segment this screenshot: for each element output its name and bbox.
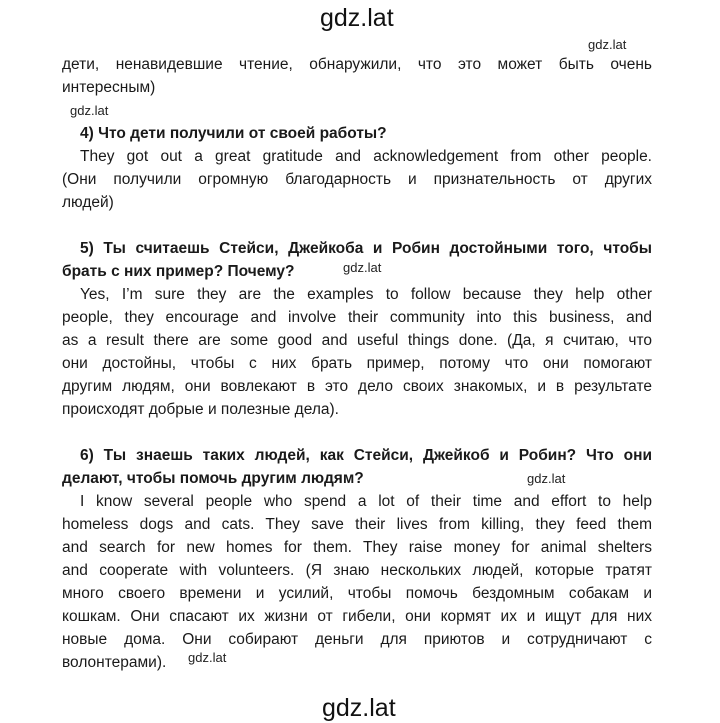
answer-line: людей) xyxy=(62,194,114,211)
answer-line: and search for new homes for them. They raise money for animal shelters xyxy=(62,539,652,556)
answer-line: другим людям, они вовлекают в это дело своих знакомых, и в результате xyxy=(62,378,652,395)
paragraph-line: интересным) xyxy=(62,79,156,96)
watermark-top: gdz.lat xyxy=(320,4,394,32)
question-4-heading: 4) Что дети получили от своей работы? xyxy=(80,125,387,142)
answer-line: кошкам. Они спасают их жизни от гибели, они кормят их и ищут для них xyxy=(62,608,652,625)
watermark-text: gdz.lat xyxy=(70,103,109,118)
question-6-heading: делают, чтобы помочь другим людям? xyxy=(62,470,364,487)
answer-line: homeless dogs and cats. They save their lives from killing, they feed them xyxy=(62,516,652,533)
watermark-text: gdz.lat xyxy=(588,37,627,52)
watermark-text: gdz.lat xyxy=(188,650,227,665)
question-5-heading: брать с них пример? Почему? xyxy=(62,263,295,280)
answer-line: волонтерами). xyxy=(62,654,167,671)
question-6-heading: 6) Ты знаешь таких людей, как Стейси, Джейкоб и Робин? Что они xyxy=(80,447,652,464)
answer-line: новые дома. Они собирают деньги для приютов и сотрудничают с xyxy=(62,631,652,648)
paragraph-line: дети, ненавидевшие чтение, обнаружили, что это может быть очень xyxy=(62,56,652,73)
answer-line: много своего времени и усилий, чтобы помочь бездомным собакам и xyxy=(62,585,652,602)
watermark-text: gdz.lat xyxy=(527,471,566,486)
answer-line: They got out a great gratitude and acknowledgement from other people. xyxy=(80,148,652,165)
answer-line: (Они получили огромную благодарность и признательность от других xyxy=(62,171,652,188)
answer-line: они достойны, чтобы с них брать пример, потому что они помогают xyxy=(62,355,652,372)
answer-line: people, they encourage and involve their community into this business, and xyxy=(62,309,652,326)
answer-line: and cooperate with volunteers. (Я знаю нескольких людей, которые тратят xyxy=(62,562,652,579)
answer-line: происходят добрые и полезные дела). xyxy=(62,401,339,418)
watermark-bottom: gdz.lat xyxy=(322,694,396,722)
watermark-text: gdz.lat xyxy=(343,260,382,275)
question-5-heading: 5) Ты считаешь Стейси, Джейкоба и Робин достойными того, чтобы xyxy=(80,240,652,257)
answer-line: Yes, I’m sure they are the examples to follow because they help other xyxy=(80,286,652,303)
answer-line: as a result there are some good and useful things done. (Да, я считаю, что xyxy=(62,332,652,349)
answer-line: I know several people who spend a lot of their time and effort to help xyxy=(80,493,652,510)
